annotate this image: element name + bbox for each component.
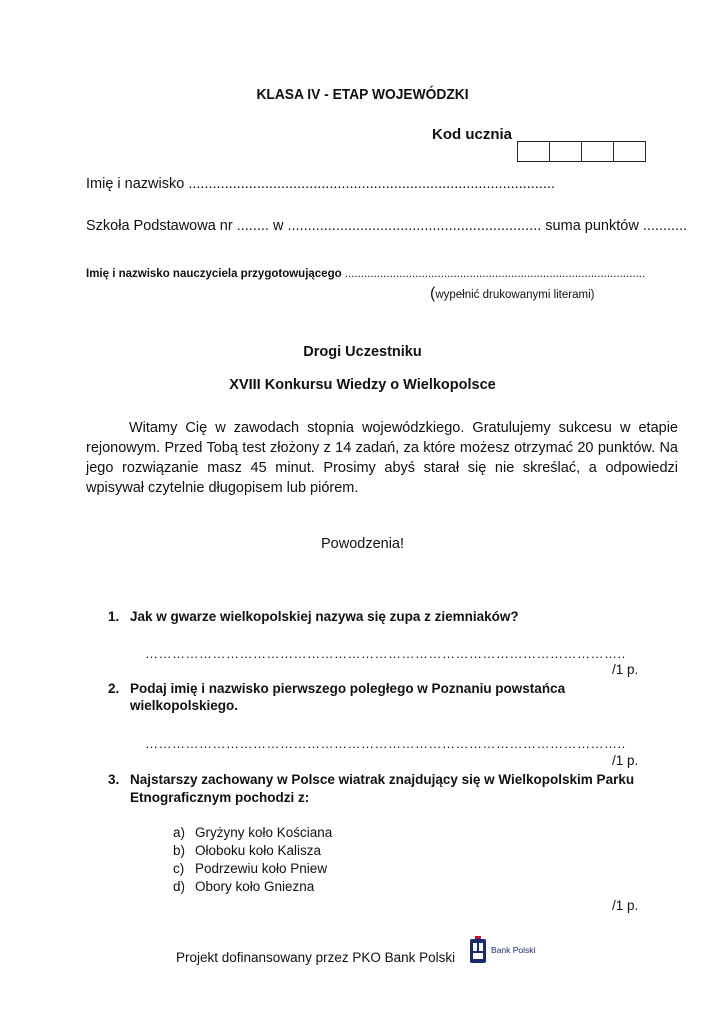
question-text: Podaj imię i nazwisko pierwszego poległego w Poznaniu powstańca bbox=[130, 681, 566, 696]
question-2-cont: wielkopolskiego. bbox=[130, 698, 239, 713]
answer-line-1[interactable]: …………………………………………………………………………………………….. bbox=[145, 646, 626, 661]
intro-paragraph: Witamy Cię w zawodach stopnia wojewódzkiego. Gratulujemy sukcesu w etapie rejonowym. Przed Tobą test złożony z 14 zadań, za które możesz otrzymać 20 punktów. Na jego rozwiązanie masz 45 minut. Prosimy abyś starał się nie skreślać, a odpowiedzi wpisywał czytelnie długopisem lub piórem. bbox=[86, 420, 678, 496]
question-text: Najstarszy zachowany w Polsce wiatrak znajdujący się w Wielkopolskim Parku bbox=[130, 772, 635, 787]
teacher-label: Imię i nazwisko nauczyciela przygotowującego bbox=[86, 268, 342, 280]
question-number: 3. bbox=[108, 772, 120, 787]
code-box[interactable] bbox=[582, 142, 614, 161]
good-luck: Powodzenia! bbox=[320, 536, 405, 552]
option-text: Obory koło Gniezna bbox=[195, 879, 315, 894]
student-code-boxes[interactable] bbox=[517, 141, 646, 162]
question-2 bbox=[108, 680, 565, 698]
option-letter: c) bbox=[173, 861, 185, 876]
question-1 bbox=[108, 608, 519, 626]
answer-line-2[interactable]: …………………………………………………………………………………………….. bbox=[145, 736, 626, 751]
points-1: /1 p. bbox=[612, 662, 639, 677]
question-number: 1. bbox=[108, 609, 120, 624]
option-text: Podrzewiu koło Pniew bbox=[195, 861, 328, 876]
option-text: Ołoboku koło Kalisza bbox=[195, 843, 322, 858]
teacher-dots[interactable]: .............................................................................................. bbox=[341, 268, 646, 280]
teacher-field[interactable] bbox=[86, 268, 645, 280]
pko-emblem-icon bbox=[470, 936, 486, 963]
question-number: 2. bbox=[108, 681, 120, 696]
points-3: /1 p. bbox=[612, 898, 639, 913]
page-title: KLASA IV - ETAP WOJEWÓDZKI bbox=[256, 86, 469, 103]
option-b[interactable] bbox=[173, 843, 321, 858]
note-text: wypełnić drukowanymi literami) bbox=[435, 289, 595, 301]
option-a[interactable] bbox=[173, 825, 332, 840]
code-box[interactable] bbox=[518, 142, 550, 161]
option-letter: b) bbox=[173, 843, 186, 858]
fill-note bbox=[430, 285, 594, 303]
question-text: Jak w gwarze wielkopolskiej nazywa się zupa z ziemniaków? bbox=[130, 609, 519, 624]
logo-text: Bank Polski bbox=[491, 945, 536, 955]
pko-logo bbox=[468, 936, 548, 966]
question-3-cont: Etnograficznym pochodzi z: bbox=[130, 790, 310, 805]
option-letter: a) bbox=[173, 825, 186, 840]
school-field[interactable]: Szkoła Podstawowa nr ........ w ............................................................... suma punktów ........... bbox=[86, 218, 688, 234]
question-3 bbox=[108, 771, 634, 789]
student-code-label: Kod ucznia bbox=[432, 126, 513, 143]
option-text: Gryżyny koło Kościana bbox=[195, 825, 333, 840]
code-box[interactable] bbox=[614, 142, 645, 161]
note-paren: ( bbox=[430, 285, 436, 302]
greeting: Drogi Uczestniku bbox=[303, 344, 422, 360]
option-letter: d) bbox=[173, 879, 186, 894]
points-2: /1 p. bbox=[612, 753, 639, 768]
contest-name: XVIII Konkursu Wiedzy o Wielkopolsce bbox=[229, 377, 496, 393]
footer-text: Projekt dofinansowany przez PKO Bank Polski bbox=[176, 950, 456, 965]
option-d[interactable] bbox=[173, 879, 314, 894]
name-field[interactable]: Imię i nazwisko ........................................................................................... bbox=[86, 176, 555, 192]
option-c[interactable] bbox=[173, 861, 327, 876]
code-box[interactable] bbox=[550, 142, 582, 161]
